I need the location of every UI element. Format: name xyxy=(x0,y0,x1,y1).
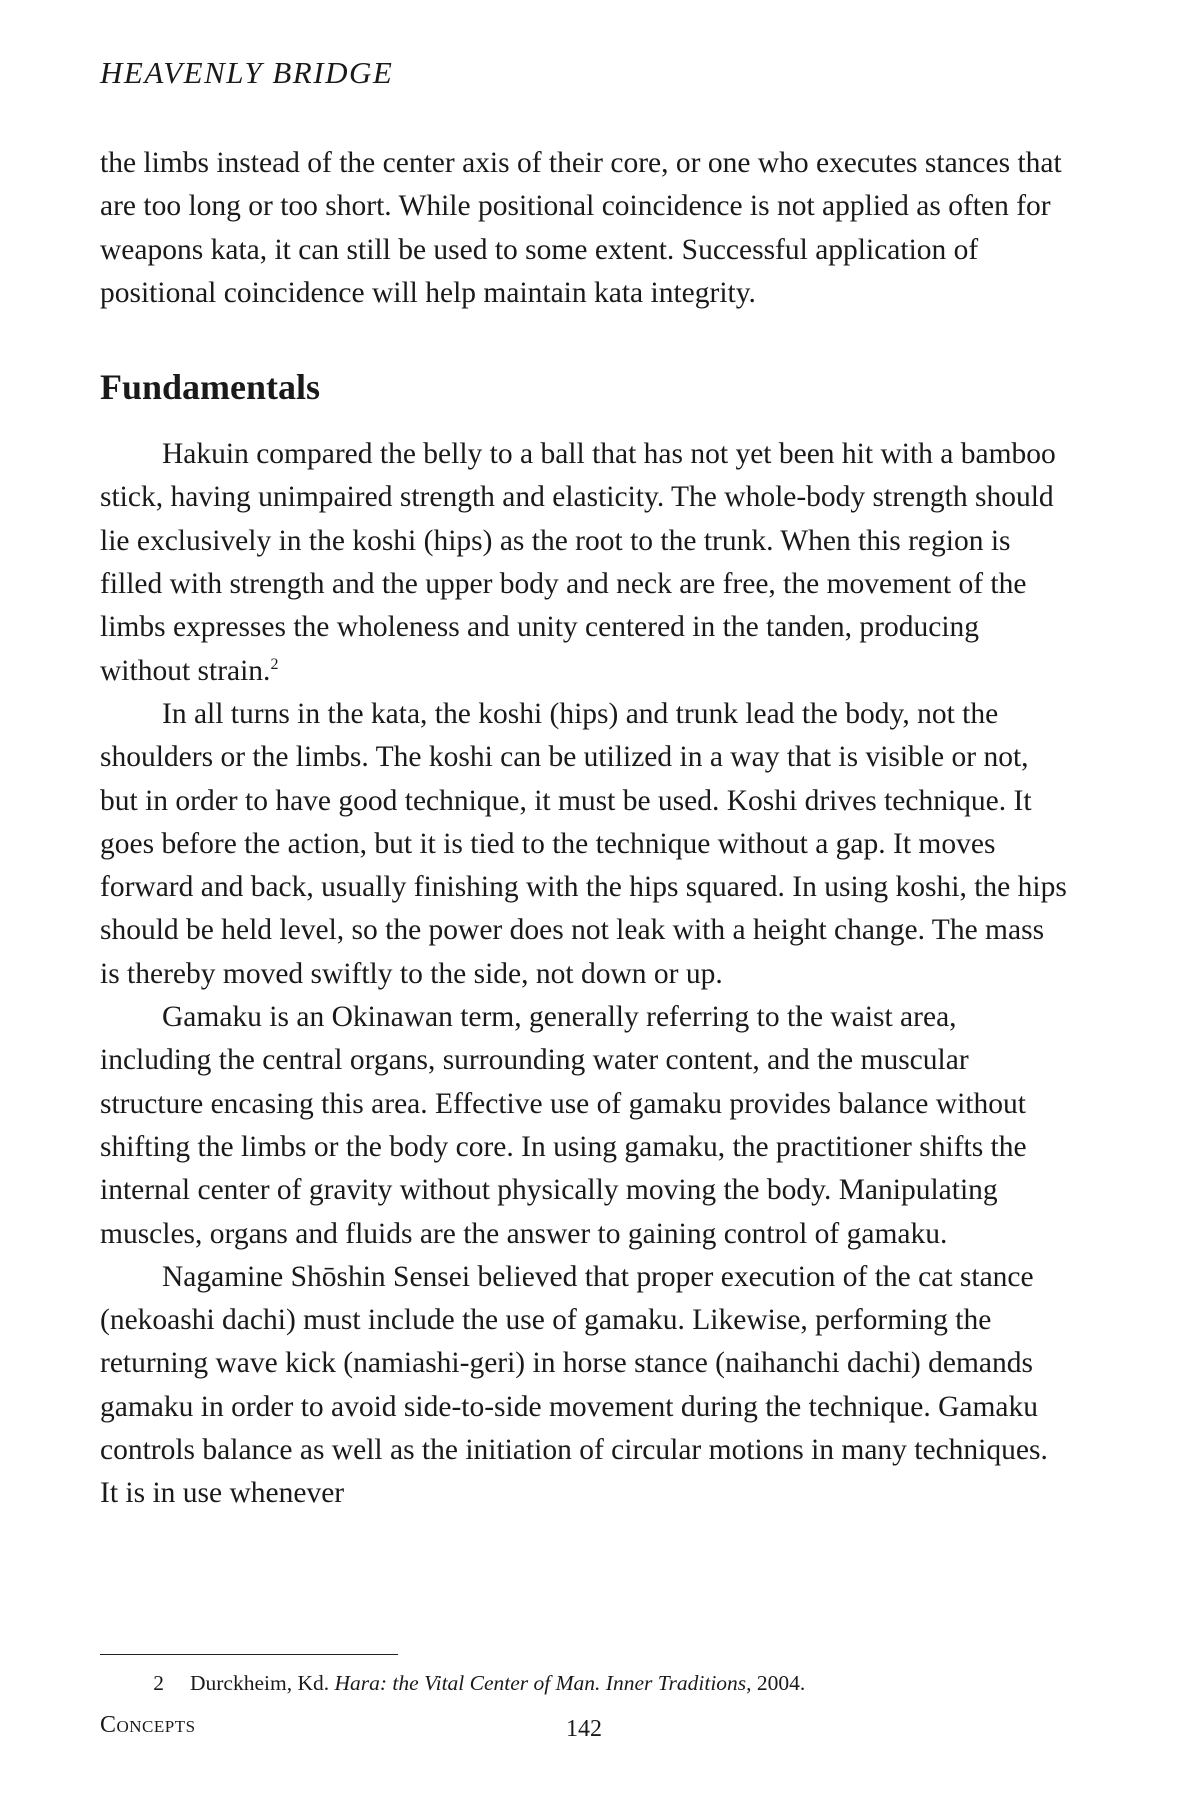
footnote-title: Hara: the Vital Center of Man. Inner Traditions xyxy=(334,1671,747,1695)
section-footer: Concepts xyxy=(100,1712,196,1738)
section-heading: Fundamentals xyxy=(100,367,321,408)
paragraph-nagamine: Nagamine Shōshin Sensei believed that proper execution of the cat stance (nekoashi dachi) must include the use of gamaku. Likewise, performing the returning wave kick (namiashi-geri) in horse stance (naihanchi dachi) demands gamaku in order to avoid side-to-side movement during the technique. Gamaku controls balance as well as the initiation of circular motions in many techniques. It is in use whenever xyxy=(100,1260,1048,1510)
footnote-author: Durckheim, Kd. xyxy=(190,1671,335,1695)
body-text xyxy=(100,142,1070,1516)
paragraph-gamaku: Gamaku is an Okinawan term, generally referring to the waist area, including the central organs, surrounding water content, and the muscular structure encasing this area. Effective use of gamaku provides balance without shifting the limbs or the body core. In using gamaku, the practitioner shifts the internal center of gravity without physically moving the body. Manipulating muscles, organs and fluids are the answer to gaining control of gamaku. xyxy=(100,1001,1027,1250)
page-number: 142 xyxy=(566,1716,602,1742)
footnote-rest: , 2004. xyxy=(746,1671,806,1695)
running-head: HEAVENLY BRIDGE xyxy=(100,55,394,90)
footnote-ref: 2 xyxy=(270,655,279,673)
footnote-number: 2 xyxy=(153,1671,164,1695)
intro-paragraph: the limbs instead of the center axis of their core, or one who executes stances that are too long or too short. While positional coincidence is not applied as often for weapons kata, it can still be used to some extent. Successful application of positional coincidence will help maintain kata integrity. xyxy=(100,147,1062,309)
footnote xyxy=(100,1668,1100,1698)
paragraph-text: Hakuin compared the belly to a ball that has not yet been hit with a bamboo stick, having unimpaired strength and elasticity. The whole-body strength should lie exclusively in the koshi (hips) as the root to the trunk. When this region is filled with strength and the upper body and neck are free, the movement of the limbs expresses the wholeness and unity centered in the tanden, producing without strain. xyxy=(100,438,1056,687)
footnote-divider xyxy=(100,1654,398,1655)
paragraph-koshi: In all turns in the kata, the koshi (hips) and trunk lead the body, not the shoulders or the limbs. The koshi can be utilized in a way that is visible or not, but in order to have good technique, it must be used. Koshi drives technique. It goes before the action, but it is tied to the technique without a gap. It moves forward and back, usually finishing with the hips squared. In using koshi, the hips should be held level, so the power does not leak with a height change. The mass is thereby moved swiftly to the side, not down or up. xyxy=(100,697,1067,990)
paragraph-hakuin xyxy=(100,433,1070,693)
